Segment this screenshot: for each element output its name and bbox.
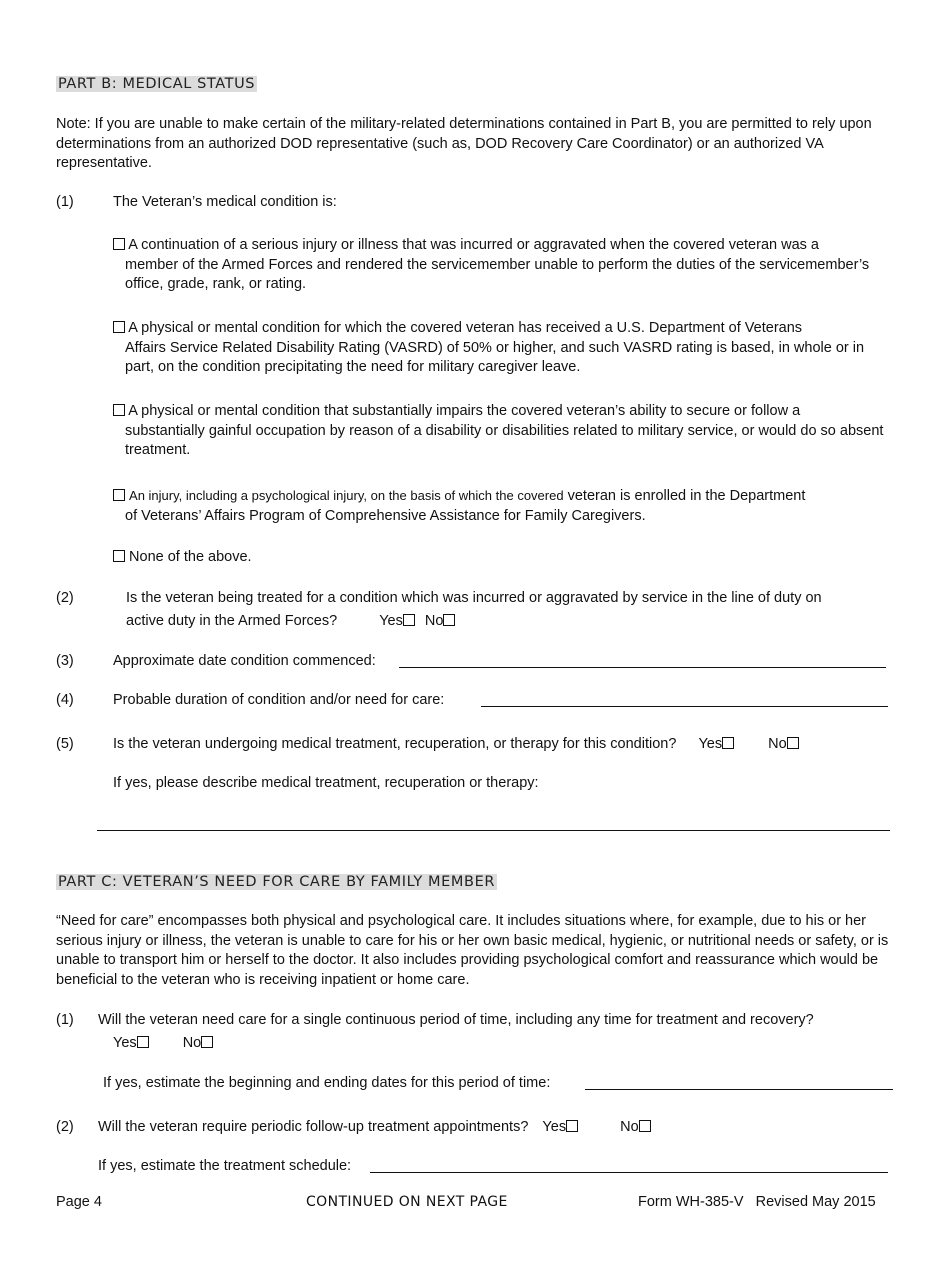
part-c-intro: “Need for care” encompasses both physical and psychological care. It includes situations where, for example, due to his or her serious injury or illness, the veteran is unable to care for his or her own basic medical, hygienic, or nutritional needs or safety, or is unable to transport him or herself to the doctor. It also includes providing psychological comfort and reassurance which would be beneficial to the veteran who is receiving inpatient or home care. bbox=[56, 913, 889, 988]
part-b-heading: PART B: MEDICAL STATUS bbox=[58, 76, 256, 92]
yes-option bbox=[542, 1119, 578, 1135]
yes-checkbox[interactable] bbox=[722, 737, 734, 749]
no-option bbox=[768, 736, 799, 752]
option-text-first: veteran is enrolled in the Department bbox=[567, 488, 806, 504]
option-caregiver-program bbox=[113, 486, 893, 526]
no-checkbox[interactable] bbox=[201, 1036, 213, 1048]
followup-text: If yes, please describe medical treatment, recuperation or therapy: bbox=[113, 775, 539, 791]
care-period-dates-field[interactable] bbox=[585, 1076, 893, 1090]
option-text-rest: of Veterans’ Affairs Program of Comprehensive Assistance for Family Caregivers. bbox=[125, 507, 646, 524]
yes-label: Yes bbox=[542, 1119, 567, 1135]
question-text: Is the veteran undergoing medical treatment, recuperation, or therapy for this condition? bbox=[113, 736, 677, 752]
yes-checkbox[interactable] bbox=[137, 1036, 149, 1048]
question-number: (2) bbox=[56, 1119, 74, 1135]
page-number: Page 4 bbox=[56, 1194, 102, 1210]
yes-label: Yes bbox=[379, 613, 403, 629]
option-serious-injury bbox=[113, 236, 893, 295]
option-text-first: None of the above. bbox=[129, 549, 252, 565]
option-text-rest: member of the Armed Forces and rendered the servicemember unable to perform the duties of the servicemember’s office, grade, rank, or rating. bbox=[125, 256, 870, 292]
question-text: Probable duration of condition and/or need for care: bbox=[113, 692, 445, 708]
option-gainful-occupation bbox=[113, 402, 893, 461]
question-number: (1) bbox=[56, 1012, 74, 1028]
no-option bbox=[620, 1119, 651, 1135]
question-text: Will the veteran require periodic follow-up treatment appointments? bbox=[98, 1119, 529, 1135]
option-checkbox[interactable] bbox=[113, 489, 125, 501]
yes-checkbox[interactable] bbox=[403, 614, 415, 626]
part-c-heading: PART C: VETERAN’S NEED FOR CARE BY FAMILY MEMBER bbox=[58, 874, 496, 890]
option-checkbox[interactable] bbox=[113, 321, 125, 333]
question-number: (2) bbox=[56, 590, 74, 606]
followup-text: If yes, estimate the treatment schedule: bbox=[98, 1158, 352, 1174]
no-option bbox=[425, 613, 456, 629]
no-checkbox[interactable] bbox=[639, 1120, 651, 1132]
no-label: No bbox=[768, 736, 787, 752]
yes-no-row bbox=[113, 1034, 213, 1054]
question-line2 bbox=[126, 612, 455, 632]
part-c-section bbox=[56, 872, 497, 893]
treatment-description-field[interactable] bbox=[97, 817, 890, 831]
yes-checkbox[interactable] bbox=[566, 1120, 578, 1132]
part-b-note: Note: If you are unable to make certain of the military-related determinations contained in Part B, you are permitted to rely upon determinations from an authorized DOD representative (such as, DOD Recovery Care Coordinator) or an authorized VA representative. bbox=[56, 116, 872, 171]
no-label: No bbox=[620, 1119, 639, 1135]
question-text: The Veteran’s medical condition is: bbox=[113, 194, 337, 210]
yes-option bbox=[113, 1035, 149, 1051]
no-option bbox=[183, 1035, 214, 1051]
question-line bbox=[98, 1118, 651, 1138]
no-label: No bbox=[182, 1035, 202, 1051]
option-text-first-small: An injury, including a psychological injury, on the basis of which the covered bbox=[129, 488, 564, 503]
option-none bbox=[113, 548, 893, 568]
question-number: (3) bbox=[56, 653, 74, 669]
duration-field[interactable] bbox=[481, 693, 888, 707]
yes-option bbox=[379, 613, 415, 629]
no-checkbox[interactable] bbox=[443, 614, 455, 626]
question-text-2: active duty in the Armed Forces? bbox=[126, 613, 338, 629]
option-checkbox[interactable] bbox=[113, 550, 125, 562]
option-text-first: A continuation of a serious injury or illness that was incurred or aggravated when the covered veteran was a bbox=[128, 237, 819, 253]
option-text-first: A physical or mental condition for which the covered veteran has received a U.S. Department of Veterans bbox=[128, 320, 803, 336]
question-text: Is the veteran being treated for a condition which was incurred or aggravated by service in the line of duty on bbox=[126, 590, 822, 606]
continued-notice: CONTINUED ON NEXT PAGE bbox=[306, 1194, 508, 1210]
treatment-schedule-field[interactable] bbox=[370, 1159, 888, 1173]
part-b-section bbox=[56, 74, 257, 95]
no-label: No bbox=[424, 613, 444, 629]
option-text-first: A physical or mental condition that substantially impairs the covered veteran’s ability to secure or follow a bbox=[128, 403, 801, 419]
question-line bbox=[113, 735, 799, 755]
followup-text: If yes, estimate the beginning and ending dates for this period of time: bbox=[103, 1075, 551, 1091]
no-checkbox[interactable] bbox=[787, 737, 799, 749]
option-text-rest: Affairs Service Related Disability Rating (VASRD) of 50% or higher, and such VASRD rating is based, in whole or in part, on the condition precipitating the need for military caregiver leave. bbox=[125, 339, 865, 375]
question-number: (4) bbox=[56, 692, 74, 708]
option-checkbox[interactable] bbox=[113, 238, 125, 250]
yes-label: Yes bbox=[698, 736, 723, 752]
yes-label: Yes bbox=[113, 1035, 137, 1051]
option-text-rest: substantially gainful occupation by reason of a disability or disabilities related to military service, or would do so absent treatment. bbox=[125, 422, 884, 458]
option-vasrd-rating bbox=[113, 319, 893, 378]
question-number: (1) bbox=[56, 194, 74, 210]
option-checkbox[interactable] bbox=[113, 404, 125, 416]
date-commenced-field[interactable] bbox=[399, 654, 886, 668]
question-text: Will the veteran need care for a single continuous period of time, including any time for treatment and recovery? bbox=[98, 1012, 814, 1028]
form-revision: Form WH-385-V Revised May 2015 bbox=[638, 1194, 876, 1210]
question-number: (5) bbox=[56, 736, 74, 752]
question-text: Approximate date condition commenced: bbox=[113, 653, 376, 669]
yes-option bbox=[698, 736, 734, 752]
